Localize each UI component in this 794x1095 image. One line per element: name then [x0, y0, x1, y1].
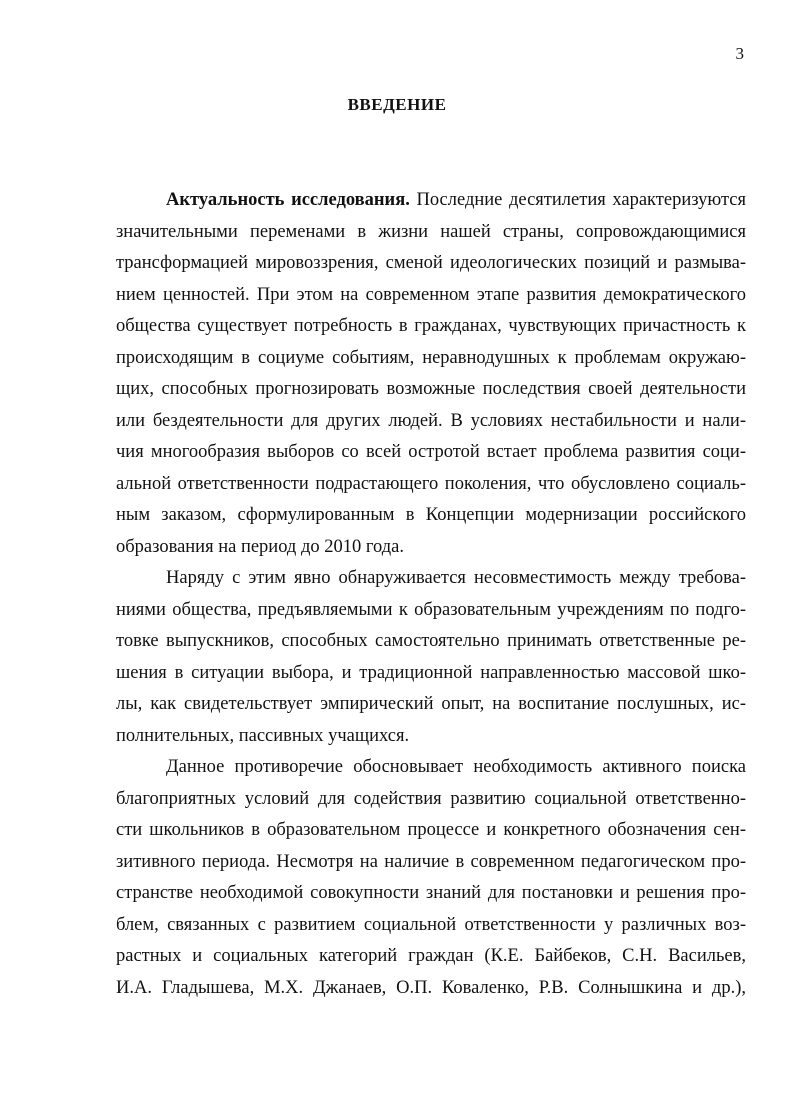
paragraph-line: чия многообразия выборов со всей остротой встает проблема развития соци- — [116, 442, 746, 462]
paragraph-line: лы, как свидетельствует эмпирический опыт, на воспитание послушных, ис- — [116, 694, 746, 714]
paragraph-1 — [116, 185, 746, 563]
paragraph-line: блем, связанных с развитием социальной ответственности у различных воз- — [116, 914, 746, 935]
paragraph-line: альной ответственности подрастающего поколения, что обусловлено социаль- — [116, 473, 746, 494]
paragraph-line: полнительных, пассивных учащихся. — [116, 725, 410, 746]
paragraph-line: странстве необходимой совокупности знаний для постановки и решения про- — [116, 883, 746, 903]
paragraph-line: образования на период до 2010 года. — [116, 536, 404, 557]
paragraph-line: значительными переменами в жизни нашей страны, сопровождающимися — [116, 221, 746, 242]
paragraph-line: общества существует потребность в гражданах, чувствующих причастность к — [116, 316, 746, 336]
paragraph-line: ниями общества, предъявляемыми к образовательным учреждениям по подго- — [116, 599, 746, 620]
paragraph-line: И.А. Гладышева, М.Х. Джанаев, О.П. Коваленко, Р.В. Солнышкина и др.), — [116, 977, 746, 998]
paragraph-line: благоприятных условий для содействия развитию социальной ответственно- — [116, 788, 746, 809]
paragraph-line: или бездеятельности для других людей. В условиях нестабильности и нали- — [116, 410, 746, 431]
paragraph-line: ным заказом, сформулированным в Концепции модернизации российского — [116, 505, 746, 525]
paragraph-line: товке выпускников, способных самостоятельно принимать ответственные ре- — [116, 631, 746, 651]
paragraph-line: Актуальность исследования. Последние десятилетия характеризуются — [166, 190, 747, 210]
paragraph-3 — [116, 752, 746, 1004]
paragraph-line: Данное противоречие обосновывает необходимость активного поиска — [166, 757, 746, 777]
page-number: 3 — [735, 44, 744, 63]
paragraph-line: сти школьников в образовательном процессе и конкретного обозначения сен- — [116, 820, 746, 840]
paragraph-line: шения в ситуации выбора, и традиционной направленностью массовой шко- — [116, 662, 746, 683]
paragraph-line: нием ценностей. При этом на современном этапе развития демократического — [116, 284, 746, 305]
section-heading: ВВЕДЕНИЕ — [347, 95, 447, 114]
paragraph-line: трансформацией мировоззрения, сменой идеологических позиций и размыва- — [116, 253, 746, 273]
paragraph-line: происходящим в социуме событиям, неравнодушных к проблемам окружаю- — [116, 347, 746, 368]
paragraph-line: зитивного периода. Несмотря на наличие в современном педагогическом про- — [116, 851, 746, 872]
paragraph-line: растных и социальных категорий граждан (К.Е. Байбеков, С.Н. Васильев, — [116, 946, 746, 966]
lead-bold-phrase: Актуальность исследования. — [166, 190, 410, 210]
paragraph-2 — [116, 563, 746, 752]
paragraph-line: щих, способных прогнозировать возможные последствия своей деятельности — [116, 379, 746, 399]
body-text — [116, 185, 746, 1004]
paragraph-line: Наряду с этим явно обнаруживается несовместимость между требова- — [166, 568, 746, 588]
